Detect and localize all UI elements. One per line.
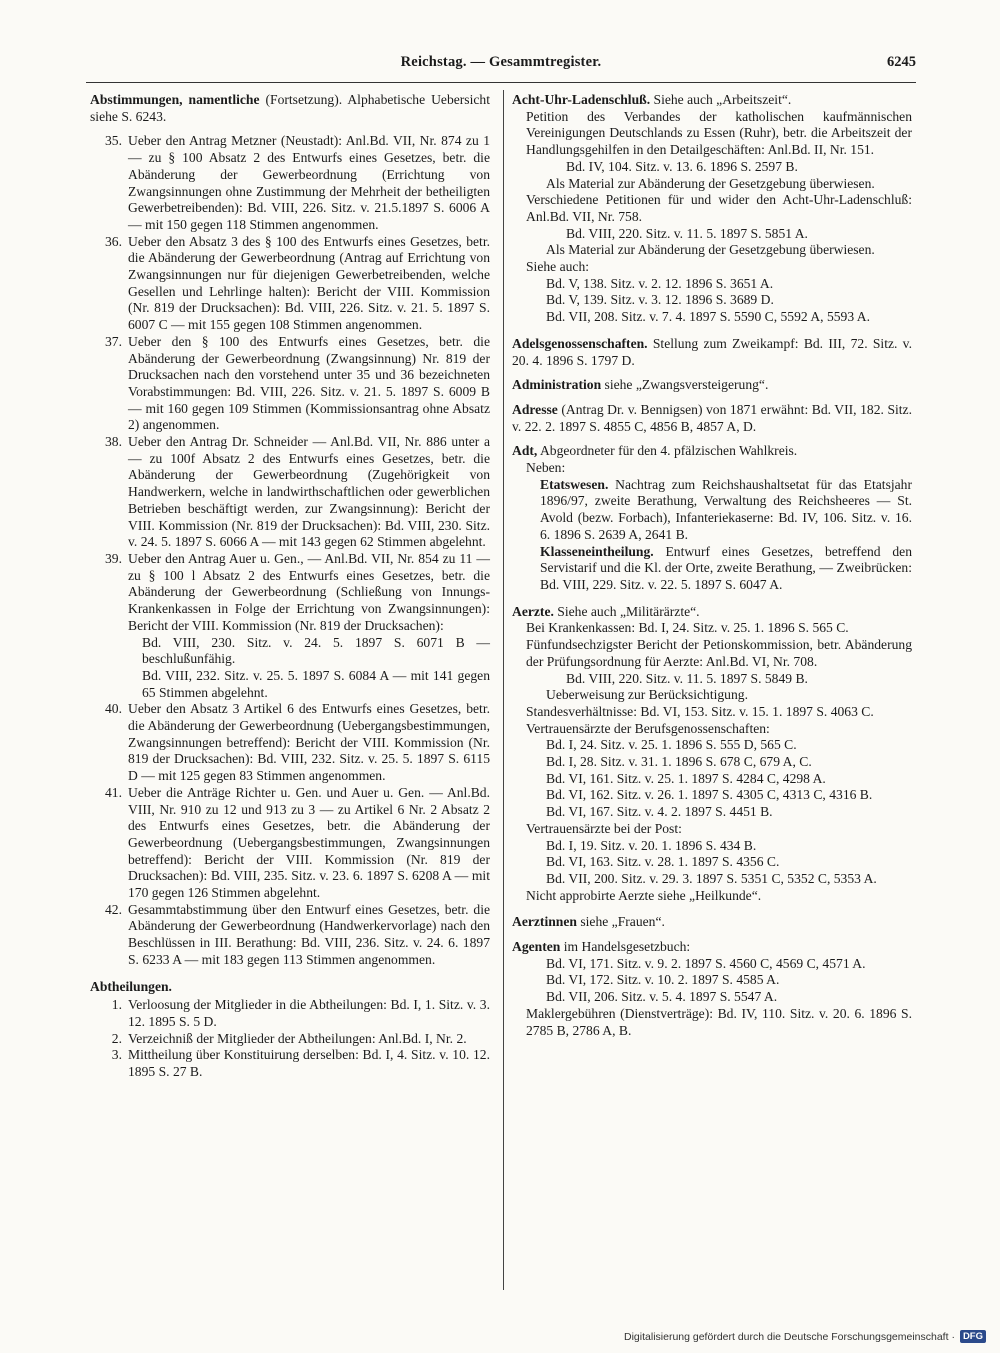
- adt-subentries: [512, 477, 912, 594]
- vote-list: [90, 133, 490, 968]
- page-header: [86, 48, 916, 78]
- list-item: [90, 785, 490, 902]
- entry-line: Bd. V, 138. Sitz. v. 2. 12. 1896 S. 3651 A.: [546, 275, 774, 291]
- item-text: [128, 785, 490, 902]
- item-text: [128, 551, 490, 701]
- entry-line: Verschiedene Petitionen für und wider den Acht-Uhr-Ladenschluß: Anl.Bd. VII, Nr. 758.: [526, 192, 912, 224]
- entry-line: Bd. I, 19. Sitz. v. 20. 1. 1896 S. 434 B.: [546, 837, 757, 853]
- item-subline: Bd. VIII, 230. Sitz. v. 24. 5. 1897 S. 6071 B — beschlußunfähig.: [142, 634, 490, 667]
- entry-line: Ueberweisung zur Berücksichtigung.: [546, 687, 748, 703]
- entry-line: Als Material zur Abänderung der Gesetzgebung überwiesen.: [546, 242, 875, 258]
- entry-line: Nicht approbirte Aerzte siehe „Heilkunde“.: [526, 887, 762, 903]
- footer-credit: [624, 1330, 986, 1343]
- item-number: 36.: [105, 233, 122, 249]
- entry-line: Bei Krankenkassen: Bd. I, 24. Sitz. v. 25. 1. 1896 S. 565 C.: [526, 620, 849, 636]
- item-main-text: Ueber den Absatz 3 Artikel 6 des Entwurfs eines Gesetzes, betr. die Abänderung der Gewerbeordnung (Uebergangsbestimmungen, Zwangsinnungen betreffend): Bericht der VIII. Kommission (Nr. 819 der Drucksachen): Bd. VIII, 232. Sitz. v. 25. 5. 1897 S. 6115 D — mit 125 gegen 83 Stimmen angenommen.: [128, 701, 490, 784]
- entry-line: Petition des Verbandes der katholischen kaufmännischen Vereinigungen Deutschlands zu Essen (Ruhr), betr. die Arbeitszeit der Handlungsgehilfen in den Detailgeschäften: Anl.Bd. II, Nr. 151.: [526, 108, 912, 158]
- entry-text: Siehe auch „Arbeitszeit“.: [653, 92, 792, 107]
- entry-agenten: [512, 939, 912, 956]
- running-title: Reichstag. — Gesammtregister.: [400, 54, 602, 70]
- entry-line: Bd. VIII, 220. Sitz. v. 11. 5. 1897 S. 5849 B.: [566, 670, 808, 686]
- list-item: [90, 133, 490, 233]
- entry-line: Als Material zur Abänderung der Gesetzgebung überwiesen.: [546, 175, 875, 191]
- right-column: [512, 92, 912, 1039]
- item-text: [128, 902, 490, 969]
- item-text: [128, 334, 490, 434]
- entry-text: Stellung zum Zweikampf: Bd. III, 72. Sitz. v. 20. 4. 1896 S. 1797 D.: [512, 335, 912, 368]
- item-subline: Bd. VIII, 232. Sitz. v. 25. 5. 1897 S. 6084 A — mit 141 gegen 65 Stimmen abgelehnt.: [142, 667, 490, 700]
- item-main-text: Ueber den § 100 des Entwurfs eines Gesetzes, betr. die Abänderung der Gewerbeordnung (Zwangsinnung) Nr. 819 der Drucksachen nach den vorstehend unter 35 und 36 bezeichneten Vorabstimmungen: Bd. VIII, 226. Sitz. v. 21. 5. 1897 S. 6009 B — mit 160 gegen 109 Stimmen (Kommissionsantrag ohne Absatz 2) angenommen.: [128, 333, 490, 433]
- entry-text: (Fortsetzung). Alphabetische Uebersicht siehe S. 6243.: [90, 92, 490, 124]
- item-text: [128, 701, 490, 785]
- entry-line: Bd. V, 139. Sitz. v. 3. 12. 1896 S. 3689 D.: [546, 292, 774, 308]
- entry-text: (Antrag Dr. v. Bennigsen) von 1871 erwähnt: Bd. VII, 182. Sitz. v. 22. 2. 1897 S. 4855 C, 4856 B, 4857 A, D.: [512, 401, 912, 434]
- entry-lemma: Aerzte.: [512, 603, 554, 619]
- list-item: [90, 701, 490, 785]
- item-number: 38.: [105, 434, 122, 450]
- entry-text: siehe „Frauen“.: [580, 914, 665, 930]
- item-main-text: Verloosung der Mitglieder in die Abtheilungen: Bd. I, 1. Sitz. v. 3. 12. 1895 S. 5 D.: [128, 997, 490, 1029]
- entry-adresse: [512, 402, 912, 435]
- entry-line: Siehe auch:: [526, 259, 590, 275]
- entry-line: Maklergebühren (Dienstverträge): Bd. IV, 110. Sitz. v. 20. 6. 1896 S. 2785 B, 2786 A, B.: [526, 1005, 912, 1038]
- acht-uhr-lines: [512, 109, 912, 326]
- list-item: [90, 902, 490, 969]
- item-main-text: Ueber den Antrag Auer u. Gen., — Anl.Bd. VII, Nr. 854 zu 11 — zu § 100 l Absatz 2 des Entwurfs eines Gesetzes, betr. die Abänderung der Gewerbeordnung (Schließung von Innungs-Krankenkassen in Folge der Errichtung von Zwangsinnungen): Bericht der VIII. Kommission (Nr. 819 der Drucksachen):: [128, 550, 490, 633]
- entry-text: siehe „Zwangsversteigerung“.: [604, 377, 769, 393]
- entry-text: Siehe auch „Militärärzte“.: [557, 603, 700, 619]
- entry-adt: [512, 443, 912, 460]
- entry-line: Bd. VI, 162. Sitz. v. 26. 1. 1897 S. 4305 C, 4313 C, 4316 B.: [546, 787, 873, 803]
- item-main-text: Verzeichniß der Mitglieder der Abtheilungen: Anl.Bd. I, Nr. 2.: [128, 1030, 467, 1046]
- entry-lemma: Administration: [512, 377, 602, 393]
- item-text: [128, 234, 490, 334]
- list-item: [90, 434, 490, 551]
- item-number: 39.: [105, 550, 122, 566]
- header-rule: [86, 82, 916, 83]
- agenten-lines: [512, 956, 912, 1040]
- entry-line: Bd. VII, 208. Sitz. v. 7. 4. 1897 S. 5590 C, 5592 A, 5593 A.: [546, 309, 871, 325]
- entry-aerztinnen: [512, 914, 912, 931]
- item-text: [128, 997, 490, 1030]
- entry-aerzte: [512, 604, 912, 621]
- footer-text: Digitalisierung gefördert durch die Deutsche Forschungsgemeinschaft ·: [624, 1330, 955, 1343]
- aerzte-lines: [512, 620, 912, 904]
- item-main-text: Ueber den Antrag Dr. Schneider — Anl.Bd. VII, Nr. 886 unter a — zu 100f Absatz 2 des Entwurfs eines Gesetzes, betr. die Abänderung der Gewerbeordnung (Zugehörigkeit von Handwerkern, welche in landwirthschaftlichen oder gewerblichen Betrieben beschäftigt werden, zur Zwangsinnung): Bericht der VIII. Kommission (Nr. 819 der Drucksachen): Bd. VIII, 230. Sitz. v. 24. 5. 1897 S. 6066 A — mit 143 gegen 62 Stimmen abgelehnt.: [128, 434, 490, 550]
- list-item: [90, 1031, 490, 1048]
- item-number: 37.: [105, 333, 122, 349]
- item-main-text: Ueber die Anträge Richter u. Gen. und Auer u. Gen. — Anl.Bd. VIII, Nr. 910 zu 12 und 913 zu 3 — zu Artikel 6 Nr. 2 Absatz 2 des Entwurfs eines Gesetzes, betr. die Abänderung der Gewerbeordnung (Uebergangsbestimmungen, Zwangsinnungen betreffend): Bericht der VIII. Kommission (Nr. 819 der Drucksachen): Bd. VIII, 235. Sitz. v. 23. 6. 1897 S. 6208 A — mit 170 gegen 126 Stimmen abgelehnt.: [128, 784, 490, 901]
- subentry-lemma: Klasseneintheilung.: [540, 543, 654, 559]
- list-item: [90, 997, 490, 1030]
- subentry: [512, 477, 912, 544]
- entry-lemma: Acht-Uhr-Ladenschluß.: [512, 92, 651, 107]
- item-number: 42.: [105, 901, 122, 917]
- entry-lemma: Adelsgenossenschaften.: [512, 335, 648, 351]
- item-main-text: Ueber den Antrag Metzner (Neustadt): Anl.Bd. VII, Nr. 874 zu 1 — zu § 100 Absatz 2 des Entwurfs eines Gesetzes, betr. die Abänderung der Gewerbeordnung (Errichtung von Zwangsinnungen ohne Zustimmung der Mehrheit der betheiligten Gewerbetreibenden): Bd. VIII, 226. Sitz. v. 21.5.1897 S. 6006 A — mit 150 gegen 118 Stimmen angenommen.: [128, 133, 490, 232]
- entry-line: Bd. VII, 200. Sitz. v. 29. 3. 1897 S. 5351 C, 5352 C, 5353 A.: [546, 870, 877, 886]
- item-number: 41.: [105, 784, 122, 800]
- entry-lemma: Agenten: [512, 939, 561, 955]
- dfg-logo-icon: DFG: [960, 1330, 986, 1343]
- entry-line: Bd. VI, 167. Sitz. v. 4. 2. 1897 S. 4451 B.: [546, 804, 773, 820]
- entry-line: Vertrauensärzte bei der Post:: [526, 820, 682, 836]
- entry-text: im Handelsgesetzbuch:: [563, 939, 691, 955]
- entry-line: Bd. VIII, 220. Sitz. v. 11. 5. 1897 S. 5851 A.: [566, 225, 808, 241]
- entry-acht-uhr: [512, 92, 912, 109]
- subentry: [512, 544, 912, 594]
- subentry-text: Nachtrag zum Reichshaushaltsetat für das Etatsjahr 1896/97, zweite Berathung, Verwaltung des Reichsheeres — St. Avold (bezw. Forbach), Infanteriekaserne: Bd. IV, 106. Sitz. v. 16. 6. 1896 S. 2639 A, 2641 B.: [540, 476, 912, 542]
- left-column: [90, 92, 490, 1081]
- list-item: [90, 234, 490, 334]
- item-main-text: Mittheilung über Konstituirung derselben: Bd. I, 4. Sitz. v. 10. 12. 1895 S. 27 B.: [128, 1047, 490, 1080]
- entry-line: Bd. VII, 206. Sitz. v. 5. 4. 1897 S. 5547 A.: [546, 989, 778, 1005]
- entry-line: Bd. VI, 161. Sitz. v. 25. 1. 1897 S. 4284 C, 4298 A.: [546, 770, 826, 786]
- item-number: 3.: [111, 1047, 122, 1063]
- list-item: [90, 334, 490, 434]
- item-text: [128, 133, 490, 233]
- entry-lemma: Adresse: [512, 401, 558, 417]
- adt-neben: Neben:: [526, 460, 566, 476]
- item-text: [128, 434, 490, 551]
- subentry-lemma: Etatswesen.: [540, 476, 609, 492]
- entry-lemma: Abstimmungen, namentliche: [90, 92, 260, 107]
- entry-adelsgenossenschaften: [512, 336, 912, 369]
- entry-line: Fünfundsechzigster Bericht der Petionskommission, betr. Abänderung der Prüfungsordnung für Aerzte: Anl.Bd. VI, Nr. 708.: [526, 637, 912, 669]
- entry-abstimmungen: [90, 92, 490, 125]
- entry-line: Bd. VI, 171. Sitz. v. 9. 2. 1897 S. 4560 C, 4569 C, 4571 A.: [546, 955, 866, 971]
- page-number: 6245: [887, 54, 916, 70]
- abtheilungen-list: [90, 997, 490, 1081]
- item-text: [128, 1047, 490, 1080]
- list-item: [90, 551, 490, 701]
- item-number: 2.: [111, 1030, 122, 1046]
- item-main-text: Gesammtabstimmung über den Entwurf eines Gesetzes, betr. die Abänderung der Gewerbeordnung (Handwerkervorlage) nach den Beschlüssen in III. Berathung: Bd. VIII, 236. Sitz. v. 24. 6. 1897 S. 6233 A — mit 183 gegen 113 Stimmen angenommen.: [128, 901, 490, 967]
- entry-line: Standesverhältnisse: Bd. VI, 153. Sitz. v. 15. 1. 1897 S. 4063 C.: [526, 703, 874, 719]
- entry-line: Bd. IV, 104. Sitz. v. 13. 6. 1896 S. 2597 B.: [566, 158, 798, 174]
- entry-text: Abgeordneter für den 4. pfälzischen Wahlkreis.: [539, 443, 798, 459]
- entry-lemma: Adt,: [512, 443, 538, 459]
- entry-lemma: Aerztinnen: [512, 914, 577, 930]
- entry-abtheilungen: [90, 979, 490, 996]
- item-number: 1.: [111, 997, 122, 1013]
- entry-line: Bd. I, 28. Sitz. v. 31. 1. 1896 S. 678 C, 679 A, C.: [546, 754, 812, 770]
- entry-line: Bd. I, 24. Sitz. v. 25. 1. 1896 S. 555 D, 565 C.: [546, 737, 797, 753]
- entry-line: Bd. VI, 172. Sitz. v. 10. 2. 1897 S. 4585 A.: [546, 972, 780, 988]
- item-text: [128, 1031, 490, 1048]
- list-item: [90, 1047, 490, 1080]
- item-number: 40.: [105, 701, 122, 717]
- column-divider: [503, 90, 504, 1290]
- entry-administration: [512, 377, 912, 394]
- entry-line: Vertrauensärzte der Berufsgenossenschaften:: [526, 720, 770, 736]
- entry-lemma: Abtheilungen.: [90, 978, 172, 994]
- item-number: 35.: [105, 133, 122, 149]
- item-main-text: Ueber den Absatz 3 des § 100 des Entwurfs eines Gesetzes, betr. die Abänderung der Gewerbeordnung (Antrag auf Errichtung von Zwangsinnungen nur für diejenigen Gewerbetreibenden, welche Gesellen und Lehrlinge halten): Bericht der VIII. Kommission (Nr. 819 der Drucksachen): Bd. VIII, 226. Sitz. v. 21. 5. 1897 S. 6007 C — mit 155 gegen 108 Stimmen angenommen.: [128, 233, 490, 333]
- entry-line: Bd. VI, 163. Sitz. v. 28. 1. 1897 S. 4356 C.: [546, 854, 780, 870]
- subentry-text: Entwurf eines Gesetzes, betreffend den Servistarif und die Kl. der Orte, zweite Berathung, — Zweibrücken: Bd. VIII, 229. Sitz. v. 22. 5. 1897 S. 6047 A.: [540, 543, 912, 592]
